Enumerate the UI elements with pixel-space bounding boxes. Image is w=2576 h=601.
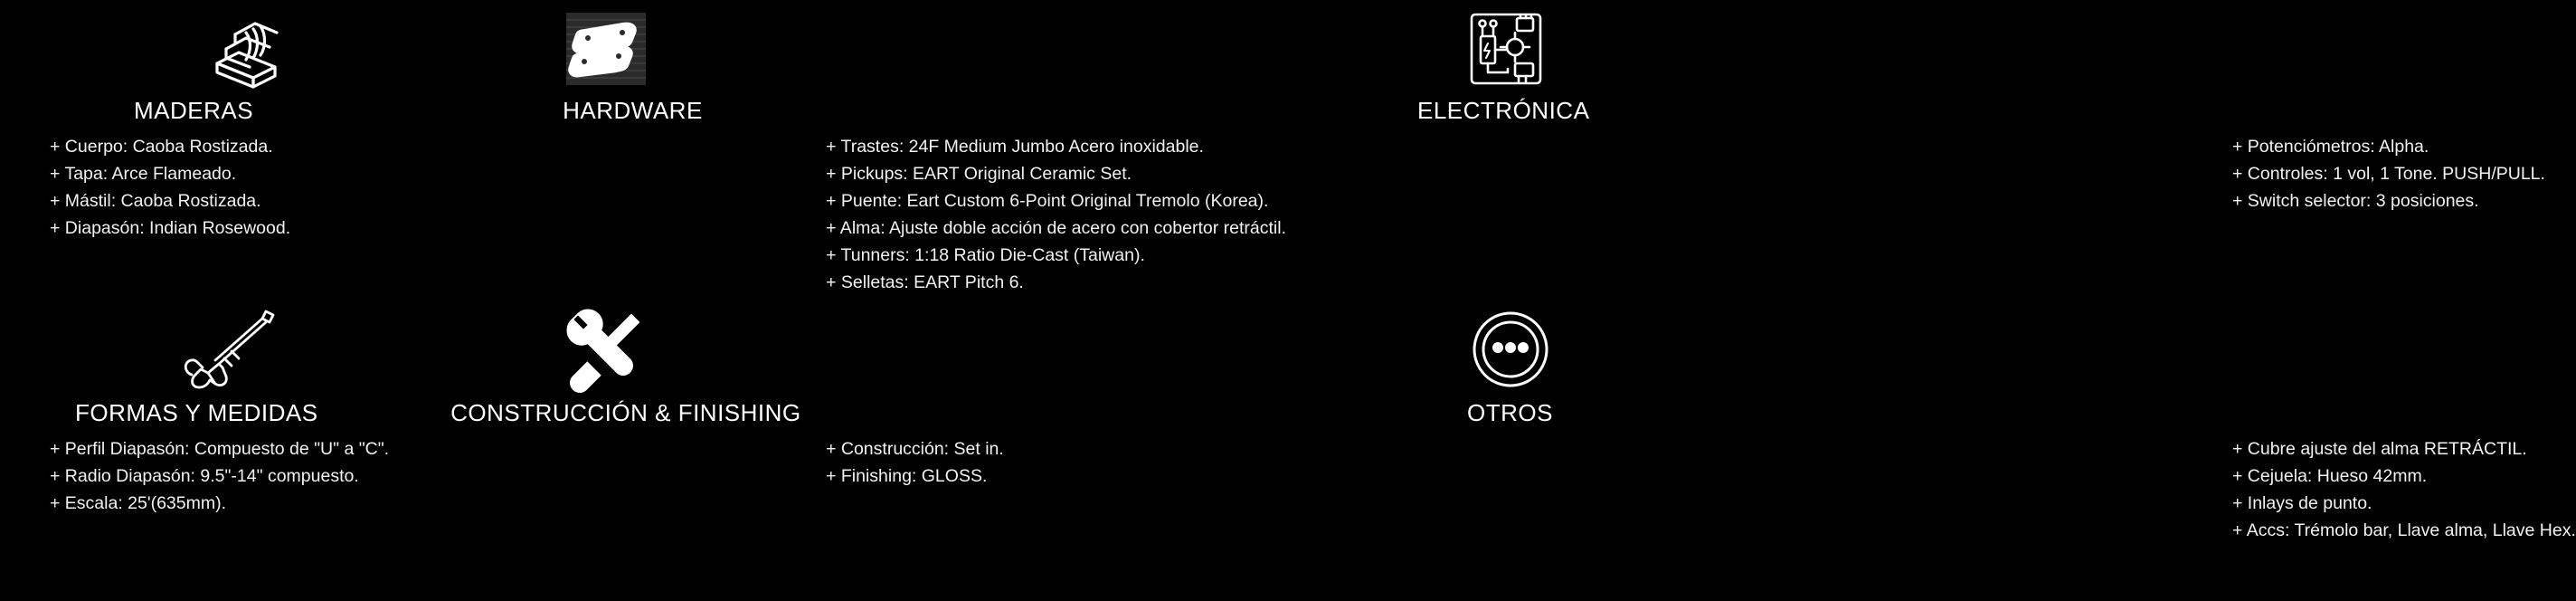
list-item: + Puente: Eart Custom 6-Point Original Tremolo (Korea).	[826, 190, 1269, 211]
spec-block-otros	[1286, 299, 2576, 601]
spec-list-hardware	[389, 133, 1286, 296]
list-item: + Diapasón: Indian Rosewood.	[50, 217, 291, 238]
block-title: ELECTRÓNICA	[1416, 97, 1590, 124]
list-item: + Accs: Trémolo bar, Llave alma, Llave Hex.	[2231, 520, 2576, 540]
wood-stack-icon	[0, 0, 389, 98]
spec-list-maderas	[0, 133, 389, 242]
block-title: CONSTRUCCIÓN & FINISHING	[450, 399, 801, 426]
list-item: + Controles: 1 vol, 1 Tone. PUSH/PULL.	[2231, 163, 2545, 184]
list-item: + Switch selector: 3 posiciones.	[2231, 190, 2479, 211]
wrench-screwdriver-icon	[389, 299, 1286, 400]
list-item: + Mástil: Caoba Rostizada.	[50, 190, 261, 211]
list-item: + Pickups: EART Original Ceramic Set.	[826, 163, 1132, 184]
spec-list-construccion-finishing	[389, 435, 1286, 490]
list-item: + Radio Diapasón: 9.5"-14" compuesto.	[50, 465, 359, 486]
spec-block-construccion-finishing	[389, 299, 1286, 601]
three-dots-circle-icon	[1286, 299, 2576, 400]
list-item: + Finishing: GLOSS.	[826, 465, 988, 486]
spec-list-electronica	[1286, 133, 2576, 215]
spec-block-maderas	[0, 0, 389, 299]
list-item: + Cubre ajuste del alma RETRÁCTIL.	[2231, 438, 2527, 459]
list-item: + Tapa: Arce Flameado.	[50, 163, 237, 184]
list-item: + Tunners: 1:18 Ratio Die-Cast (Taiwan).	[826, 244, 1145, 265]
list-item: + Escala: 25'(635mm).	[50, 492, 227, 513]
spec-list-otros	[1286, 435, 2576, 544]
spec-block-formas-y-medidas	[0, 299, 389, 601]
list-item: + Cejuela: Hueso 42mm.	[2231, 465, 2428, 486]
spec-list-formas-y-medidas	[0, 435, 389, 517]
list-item: + Construcción: Set in.	[826, 438, 1004, 459]
spec-block-electronica	[1286, 0, 2576, 299]
list-item: + Trastes: 24F Medium Jumbo Acero inoxidable.	[826, 136, 1204, 157]
list-item: + Selletas: EART Pitch 6.	[826, 272, 1024, 292]
spec-block-hardware	[389, 0, 1286, 299]
block-title: OTROS	[1466, 399, 1553, 426]
list-item: + Inlays de punto.	[2231, 492, 2372, 513]
circuit-board-icon	[1286, 0, 2576, 98]
electric-guitar-icon	[0, 299, 389, 400]
block-title: MADERAS	[134, 97, 254, 124]
block-title: HARDWARE	[563, 97, 703, 124]
block-title: FORMAS Y MEDIDAS	[75, 399, 318, 426]
list-item: + Cuerpo: Caoba Rostizada.	[50, 136, 273, 157]
hardware-plates-icon	[389, 0, 1286, 98]
list-item: + Alma: Ajuste doble acción de acero con cobertor retráctil.	[826, 217, 1286, 238]
list-item: + Potenciómetros: Alpha.	[2231, 136, 2429, 157]
list-item: + Perfil Diapasón: Compuesto de "U" a "C".	[50, 438, 390, 459]
